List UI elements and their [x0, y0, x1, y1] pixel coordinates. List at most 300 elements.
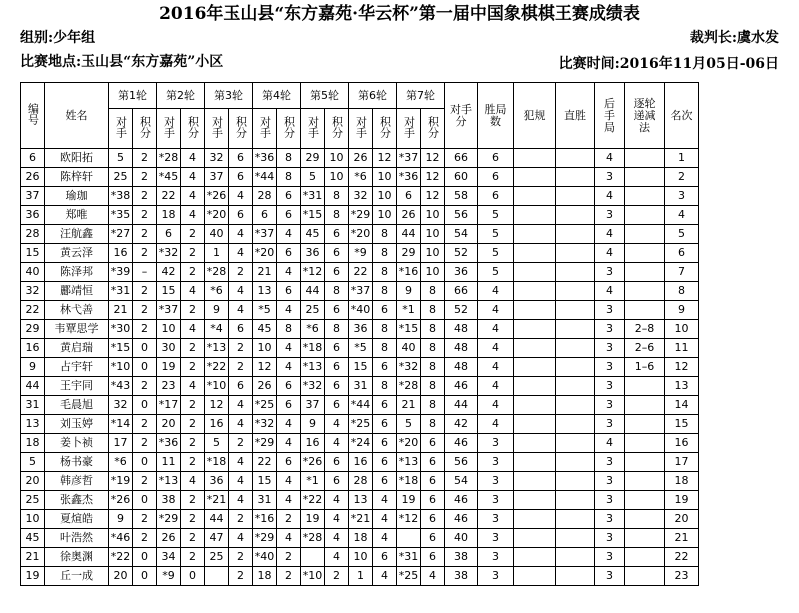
cell-round-1-points: 2	[133, 301, 157, 320]
cell-round-7-points: 8	[421, 339, 445, 358]
cell-round-4-points: 4	[277, 301, 301, 320]
group-label: 组别:少年组	[20, 30, 96, 46]
cell-round-5-points: 6	[325, 377, 349, 396]
cell-round-5-points: 10	[325, 149, 349, 168]
cell-round-7-opponent: *37	[397, 149, 421, 168]
match-time-label: 比赛时间:2016年11月05日-06日	[558, 56, 779, 72]
cell-round-1-opponent: 16	[109, 244, 133, 263]
cell-round-7-opponent: *13	[397, 453, 421, 472]
cell-round-4-points: 8	[277, 149, 301, 168]
cell-second-hand: 3	[595, 567, 625, 586]
cell-reduce-method	[625, 244, 665, 263]
cell-player-no: 21	[21, 548, 45, 567]
cell-second-hand: 3	[595, 377, 625, 396]
cell-round-2-opponent: *9	[157, 567, 181, 586]
cell-direct-win	[556, 168, 595, 187]
cell-fouls	[514, 453, 556, 472]
cell-round-5-points: 8	[325, 320, 349, 339]
cell-round-7-opponent: *1	[397, 301, 421, 320]
cell-round-5-points: 4	[325, 529, 349, 548]
cell-round-7-points: 6	[421, 510, 445, 529]
cell-round-6-points: 6	[373, 358, 397, 377]
cell-round-3-opponent: 1	[205, 244, 229, 263]
cell-round-3-points: 4	[229, 396, 253, 415]
cell-round-4-opponent: 28	[253, 187, 277, 206]
cell-round-3-opponent: 25	[205, 548, 229, 567]
cell-round-1-points: 2	[133, 244, 157, 263]
cell-round-3-points: 2	[229, 263, 253, 282]
cell-round-5-opponent: 37	[301, 396, 325, 415]
cell-second-hand: 3	[595, 206, 625, 225]
cell-round-4-opponent: *32	[253, 415, 277, 434]
cell-round-7-opponent: 6	[397, 187, 421, 206]
cell-round-7-opponent: 9	[397, 282, 421, 301]
cell-rank: 22	[665, 548, 699, 567]
cell-round-5-points: 10	[325, 168, 349, 187]
cell-player-no: 29	[21, 320, 45, 339]
cell-round-1-opponent: *43	[109, 377, 133, 396]
cell-reduce-method: 2–8	[625, 320, 665, 339]
cell-rank: 16	[665, 434, 699, 453]
cell-opponent-score: 48	[445, 358, 478, 377]
cell-rank: 11	[665, 339, 699, 358]
cell-rank: 2	[665, 168, 699, 187]
cell-round-3-opponent: *21	[205, 491, 229, 510]
cell-round-3-opponent: 44	[205, 510, 229, 529]
cell-wins: 6	[478, 187, 514, 206]
cell-round-6-points: 6	[373, 548, 397, 567]
cell-second-hand: 3	[595, 263, 625, 282]
cell-round-2-points: 2	[181, 244, 205, 263]
cell-round-4-points: 6	[277, 187, 301, 206]
cell-fouls	[514, 320, 556, 339]
cell-round-6-opponent: 36	[349, 320, 373, 339]
cell-reduce-method	[625, 225, 665, 244]
cell-round-3-points: 2	[229, 339, 253, 358]
cell-round-6-points: 8	[373, 225, 397, 244]
cell-fouls	[514, 396, 556, 415]
cell-round-3-points: 4	[229, 472, 253, 491]
cell-opponent-score: 40	[445, 529, 478, 548]
cell-round-6-opponent: 32	[349, 187, 373, 206]
cell-round-6-opponent: *6	[349, 168, 373, 187]
cell-round-5-opponent: *12	[301, 263, 325, 282]
cell-round-1-opponent: *6	[109, 453, 133, 472]
cell-round-6-points: 10	[373, 206, 397, 225]
cell-round-7-opponent: 40	[397, 339, 421, 358]
cell-second-hand: 3	[595, 472, 625, 491]
cell-fouls	[514, 301, 556, 320]
cell-reduce-method	[625, 491, 665, 510]
cell-wins: 4	[478, 358, 514, 377]
cell-round-2-opponent: *37	[157, 301, 181, 320]
page-title: 2016年玉山县“东方嘉苑·华云杯”第一届中国象棋棋王赛成绩表	[159, 4, 640, 24]
cell-round-2-points: 4	[181, 187, 205, 206]
cell-reduce-method	[625, 396, 665, 415]
cell-round-1-points: 2	[133, 377, 157, 396]
cell-wins: 5	[478, 225, 514, 244]
cell-player-name: 林弋善	[45, 301, 109, 320]
cell-opponent-score: 36	[445, 263, 478, 282]
cell-opponent-score: 54	[445, 472, 478, 491]
cell-round-7-opponent: *15	[397, 320, 421, 339]
subheader-round-1-opponent: 对手	[109, 109, 133, 149]
cell-fouls	[514, 225, 556, 244]
cell-round-6-opponent: *29	[349, 206, 373, 225]
cell-reduce-method	[625, 187, 665, 206]
cell-round-2-points: 4	[181, 377, 205, 396]
cell-round-4-opponent: 12	[253, 358, 277, 377]
cell-rank: 7	[665, 263, 699, 282]
cell-fouls	[514, 472, 556, 491]
cell-round-5-opponent: 36	[301, 244, 325, 263]
cell-reduce-method	[625, 377, 665, 396]
cell-round-3-opponent: *6	[205, 282, 229, 301]
cell-round-7-opponent: 21	[397, 396, 421, 415]
cell-player-name: 叶浩然	[45, 529, 109, 548]
cell-round-5-opponent: *6	[301, 320, 325, 339]
cell-opponent-score: 52	[445, 301, 478, 320]
cell-player-no: 44	[21, 377, 45, 396]
cell-second-hand: 4	[595, 149, 625, 168]
cell-player-no: 5	[21, 453, 45, 472]
cell-round-4-opponent: *16	[253, 510, 277, 529]
cell-round-2-opponent: 10	[157, 320, 181, 339]
header-name: 姓名	[45, 83, 109, 149]
cell-round-5-opponent: *15	[301, 206, 325, 225]
cell-wins: 3	[478, 510, 514, 529]
subheader-round-5-opponent: 对手	[301, 109, 325, 149]
cell-round-6-opponent: 1	[349, 567, 373, 586]
table-row	[21, 472, 699, 491]
cell-opponent-score: 46	[445, 434, 478, 453]
cell-round-1-opponent: *22	[109, 548, 133, 567]
cell-round-6-opponent: *21	[349, 510, 373, 529]
cell-round-4-points: 4	[277, 415, 301, 434]
table-row	[21, 149, 699, 168]
cell-round-5-points: 8	[325, 187, 349, 206]
cell-player-no: 6	[21, 149, 45, 168]
cell-rank: 10	[665, 320, 699, 339]
cell-player-no: 22	[21, 301, 45, 320]
cell-round-5-points: 4	[325, 548, 349, 567]
cell-round-3-opponent: 5	[205, 434, 229, 453]
cell-round-1-points: 2	[133, 320, 157, 339]
cell-wins: 4	[478, 415, 514, 434]
cell-round-3-points: 2	[229, 548, 253, 567]
cell-round-4-points: 2	[277, 567, 301, 586]
cell-rank: 9	[665, 301, 699, 320]
cell-round-6-points: 10	[373, 168, 397, 187]
cell-round-3-opponent: 9	[205, 301, 229, 320]
cell-round-1-opponent: 5	[109, 149, 133, 168]
cell-round-6-opponent: *5	[349, 339, 373, 358]
cell-second-hand: 3	[595, 339, 625, 358]
cell-reduce-method	[625, 453, 665, 472]
cell-round-5-points: 6	[325, 453, 349, 472]
cell-second-hand: 3	[595, 453, 625, 472]
cell-round-3-opponent	[205, 567, 229, 586]
cell-player-name: 夏煊皓	[45, 510, 109, 529]
cell-opponent-score: 66	[445, 149, 478, 168]
cell-opponent-score: 54	[445, 225, 478, 244]
cell-player-name: 王宇同	[45, 377, 109, 396]
cell-opponent-score: 38	[445, 548, 478, 567]
cell-fouls	[514, 529, 556, 548]
cell-round-7-points: 8	[421, 320, 445, 339]
cell-player-no: 32	[21, 282, 45, 301]
cell-direct-win	[556, 263, 595, 282]
cell-round-7-points: 8	[421, 301, 445, 320]
cell-round-3-points: 6	[229, 320, 253, 339]
cell-round-4-opponent: 31	[253, 491, 277, 510]
cell-round-1-opponent: 9	[109, 510, 133, 529]
cell-reduce-method	[625, 301, 665, 320]
cell-opponent-score: 48	[445, 320, 478, 339]
venue-label: 比赛地点:玉山县“东方嘉苑”小区	[20, 54, 224, 70]
cell-direct-win	[556, 415, 595, 434]
cell-round-3-opponent: *26	[205, 187, 229, 206]
cell-round-1-points: 0	[133, 548, 157, 567]
cell-round-5-points: 8	[325, 206, 349, 225]
cell-player-no: 10	[21, 510, 45, 529]
cell-opponent-score: 46	[445, 510, 478, 529]
cell-round-2-opponent: 38	[157, 491, 181, 510]
cell-round-4-opponent: *20	[253, 244, 277, 263]
cell-direct-win	[556, 187, 595, 206]
cell-round-1-points: 2	[133, 282, 157, 301]
cell-round-2-points: 2	[181, 396, 205, 415]
cell-round-5-opponent: 19	[301, 510, 325, 529]
cell-round-7-opponent: 26	[397, 206, 421, 225]
cell-player-no: 31	[21, 396, 45, 415]
cell-second-hand: 3	[595, 529, 625, 548]
cell-wins: 4	[478, 377, 514, 396]
cell-reduce-method	[625, 548, 665, 567]
cell-second-hand: 3	[595, 168, 625, 187]
cell-round-1-points: 0	[133, 491, 157, 510]
cell-round-7-points: 6	[421, 491, 445, 510]
cell-fouls	[514, 168, 556, 187]
results-table	[20, 82, 699, 586]
cell-player-name: 姜卜祯	[45, 434, 109, 453]
cell-player-no: 9	[21, 358, 45, 377]
subheader-round-6-points: 积分	[373, 109, 397, 149]
cell-opponent-score: 52	[445, 244, 478, 263]
table-row	[21, 320, 699, 339]
cell-opponent-score: 46	[445, 377, 478, 396]
cell-fouls	[514, 282, 556, 301]
header-round-3: 第3轮	[205, 83, 253, 109]
cell-reduce-method	[625, 415, 665, 434]
cell-round-3-points: 6	[229, 168, 253, 187]
cell-round-4-points: 6	[277, 206, 301, 225]
cell-reduce-method	[625, 529, 665, 548]
table-row	[21, 415, 699, 434]
cell-round-1-points: 2	[133, 472, 157, 491]
cell-round-7-opponent: 29	[397, 244, 421, 263]
cell-wins: 3	[478, 491, 514, 510]
cell-wins: 4	[478, 339, 514, 358]
subheader-round-6-opponent: 对手	[349, 109, 373, 149]
cell-round-5-opponent: 44	[301, 282, 325, 301]
table-row	[21, 358, 699, 377]
subheader-round-7-opponent: 对手	[397, 109, 421, 149]
cell-player-name: 毛晨旭	[45, 396, 109, 415]
cell-player-name: 丘一成	[45, 567, 109, 586]
cell-round-3-points: 4	[229, 491, 253, 510]
cell-direct-win	[556, 548, 595, 567]
cell-round-6-points: 8	[373, 282, 397, 301]
header-reduce-method: 逐轮递减法	[625, 83, 665, 149]
cell-round-4-opponent: *37	[253, 225, 277, 244]
cell-round-6-opponent: *44	[349, 396, 373, 415]
table-row	[21, 453, 699, 472]
cell-round-3-points: 4	[229, 225, 253, 244]
cell-round-4-opponent: 18	[253, 567, 277, 586]
cell-round-6-opponent: 18	[349, 529, 373, 548]
header-direct-win: 直胜	[556, 83, 595, 149]
cell-player-name: 陈泽邦	[45, 263, 109, 282]
cell-round-6-points: 4	[373, 567, 397, 586]
table-row	[21, 434, 699, 453]
cell-fouls	[514, 339, 556, 358]
cell-round-5-points: 6	[325, 396, 349, 415]
cell-round-2-points: 2	[181, 263, 205, 282]
cell-round-5-opponent: *22	[301, 491, 325, 510]
cell-player-no: 45	[21, 529, 45, 548]
cell-round-2-opponent: 22	[157, 187, 181, 206]
cell-round-4-points: 4	[277, 434, 301, 453]
cell-round-4-opponent: 6	[253, 206, 277, 225]
cell-round-6-points: 8	[373, 263, 397, 282]
cell-wins: 4	[478, 396, 514, 415]
cell-player-name: 黄云泽	[45, 244, 109, 263]
cell-round-4-points: 4	[277, 263, 301, 282]
cell-round-3-opponent: 40	[205, 225, 229, 244]
cell-direct-win	[556, 149, 595, 168]
cell-player-name: 汪航鑫	[45, 225, 109, 244]
cell-round-4-opponent: 21	[253, 263, 277, 282]
cell-rank: 17	[665, 453, 699, 472]
cell-round-2-opponent: *17	[157, 396, 181, 415]
cell-round-2-opponent: *29	[157, 510, 181, 529]
cell-round-3-opponent: *4	[205, 320, 229, 339]
cell-round-7-opponent	[397, 529, 421, 548]
cell-round-1-points: 2	[133, 168, 157, 187]
cell-round-7-opponent: *16	[397, 263, 421, 282]
cell-round-4-opponent: 45	[253, 320, 277, 339]
cell-player-name: 占宇轩	[45, 358, 109, 377]
cell-direct-win	[556, 301, 595, 320]
cell-round-5-points: 6	[325, 472, 349, 491]
cell-round-6-points: 6	[373, 301, 397, 320]
cell-round-3-points: 4	[229, 529, 253, 548]
cell-round-3-points: 6	[229, 206, 253, 225]
cell-round-2-opponent: *13	[157, 472, 181, 491]
cell-round-5-opponent: 5	[301, 168, 325, 187]
cell-direct-win	[556, 244, 595, 263]
cell-round-1-opponent: *15	[109, 339, 133, 358]
cell-round-5-points: 6	[325, 225, 349, 244]
header-opponent-score: 对手分	[445, 83, 478, 149]
cell-round-3-points: 4	[229, 453, 253, 472]
cell-round-4-points: 6	[277, 377, 301, 396]
cell-rank: 23	[665, 567, 699, 586]
cell-round-6-opponent: 16	[349, 453, 373, 472]
cell-player-no: 26	[21, 168, 45, 187]
cell-round-4-points: 8	[277, 320, 301, 339]
cell-round-4-points: 4	[277, 339, 301, 358]
cell-wins: 5	[478, 263, 514, 282]
cell-round-7-points: 12	[421, 149, 445, 168]
cell-rank: 18	[665, 472, 699, 491]
cell-round-7-points: 10	[421, 244, 445, 263]
cell-round-2-points: 2	[181, 434, 205, 453]
cell-round-1-points: 0	[133, 567, 157, 586]
cell-round-2-opponent: *36	[157, 434, 181, 453]
cell-round-7-opponent: *18	[397, 472, 421, 491]
cell-round-1-opponent: *19	[109, 472, 133, 491]
cell-round-2-opponent: 6	[157, 225, 181, 244]
cell-round-6-points: 10	[373, 187, 397, 206]
table-row	[21, 225, 699, 244]
cell-round-1-opponent: *35	[109, 206, 133, 225]
cell-player-no: 19	[21, 567, 45, 586]
cell-wins: 3	[478, 434, 514, 453]
cell-round-1-points: 2	[133, 187, 157, 206]
cell-round-3-opponent: 32	[205, 149, 229, 168]
cell-player-name: 瑜珈	[45, 187, 109, 206]
cell-wins: 4	[478, 282, 514, 301]
cell-round-5-opponent: 9	[301, 415, 325, 434]
cell-round-6-points: 6	[373, 453, 397, 472]
cell-rank: 4	[665, 206, 699, 225]
cell-round-1-points: 0	[133, 358, 157, 377]
cell-rank: 5	[665, 225, 699, 244]
cell-rank: 3	[665, 187, 699, 206]
cell-round-2-points: 4	[181, 282, 205, 301]
cell-rank: 8	[665, 282, 699, 301]
cell-round-3-opponent: *10	[205, 377, 229, 396]
cell-round-2-opponent: *32	[157, 244, 181, 263]
cell-wins: 3	[478, 529, 514, 548]
cell-round-2-opponent: 19	[157, 358, 181, 377]
cell-round-7-opponent: *28	[397, 377, 421, 396]
cell-round-5-opponent	[301, 548, 325, 567]
cell-round-5-opponent: 16	[301, 434, 325, 453]
cell-player-no: 20	[21, 472, 45, 491]
cell-player-no: 36	[21, 206, 45, 225]
cell-second-hand: 4	[595, 282, 625, 301]
cell-round-5-points: 6	[325, 263, 349, 282]
cell-round-6-points: 6	[373, 434, 397, 453]
cell-rank: 19	[665, 491, 699, 510]
cell-opponent-score: 66	[445, 282, 478, 301]
cell-direct-win	[556, 396, 595, 415]
cell-rank: 6	[665, 244, 699, 263]
cell-round-1-opponent: *10	[109, 358, 133, 377]
cell-round-2-opponent: 26	[157, 529, 181, 548]
cell-direct-win	[556, 434, 595, 453]
table-row	[21, 282, 699, 301]
cell-round-2-points: 2	[181, 548, 205, 567]
cell-opponent-score: 60	[445, 168, 478, 187]
cell-round-1-opponent: 25	[109, 168, 133, 187]
cell-round-2-points: 4	[181, 149, 205, 168]
cell-round-3-points: 4	[229, 282, 253, 301]
cell-round-6-points: 8	[373, 339, 397, 358]
